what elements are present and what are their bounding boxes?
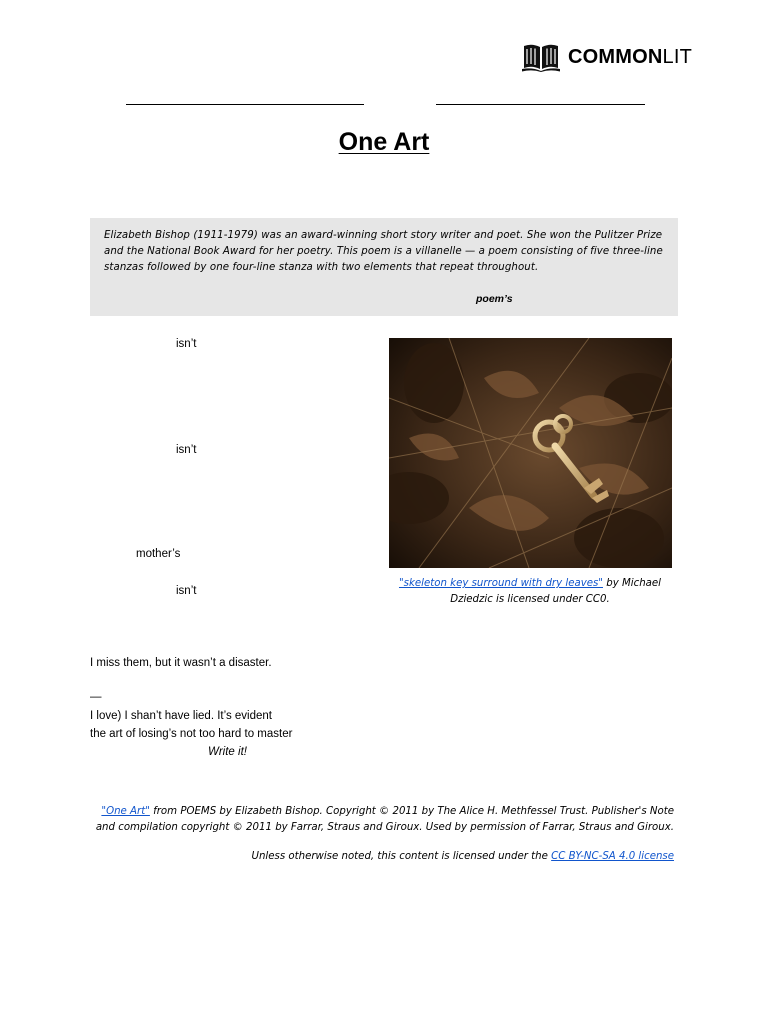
name-blank-line xyxy=(126,104,364,105)
intro-box xyxy=(90,218,678,316)
poem-fragment: mother’s xyxy=(136,548,181,560)
commonlit-logo xyxy=(522,42,692,72)
intro-keyword: poem’s xyxy=(476,293,513,305)
poem-line: I love) I shan’t have lied. It’s evident xyxy=(90,710,272,722)
poem-line: the art of losing’s not too hard to master xyxy=(90,728,293,740)
logo-text: COMMONLIT xyxy=(568,45,693,68)
page-title: One Art xyxy=(338,128,430,156)
class-blank-line xyxy=(436,104,645,105)
poem-fragment: isn’t xyxy=(176,338,197,350)
poem-line: — xyxy=(90,691,102,703)
poem-line: I miss them, but it wasn’t a disaster. xyxy=(90,657,272,669)
poem-line: Write it! xyxy=(208,746,247,758)
one-art-link[interactable]: "One Art" xyxy=(101,806,150,817)
license-notice: Unless otherwise noted, this content is licensed under the CC BY-NC-SA 4.0 license xyxy=(251,851,674,862)
image-caption: "skeleton key surround with dry leaves" by Michael Dziedzic is licensed under CC0. xyxy=(398,578,661,605)
copyright-credit: "One Art" from POEMS by Elizabeth Bishop. Copyright © 2011 by The Alice H. Methfessel Trust. Publisher's Note and compilation copyright © 2011 by Farrar, Straus and Giroux. Used by permission of Farrar, Straus and Giroux. xyxy=(95,806,674,833)
intro-text: Elizabeth Bishop (1911-1979) was an award-winning short story writer and poet. She won the Pulitzer Prize and the National Book Award for her poetry. This poem is a villanelle — a poem consisting of five three-line stanzas followed by one four-line stanza with two elements that repeat throughout. xyxy=(104,230,663,273)
image-source-link[interactable]: "skeleton key surround with dry leaves" xyxy=(398,578,603,589)
poem-fragment: isn’t xyxy=(176,444,197,456)
open-book-icon xyxy=(522,42,560,72)
skeleton-key-photo xyxy=(389,338,672,568)
poem-fragment: isn’t xyxy=(176,585,197,597)
license-link[interactable]: CC BY-NC-SA 4.0 license xyxy=(551,851,674,862)
